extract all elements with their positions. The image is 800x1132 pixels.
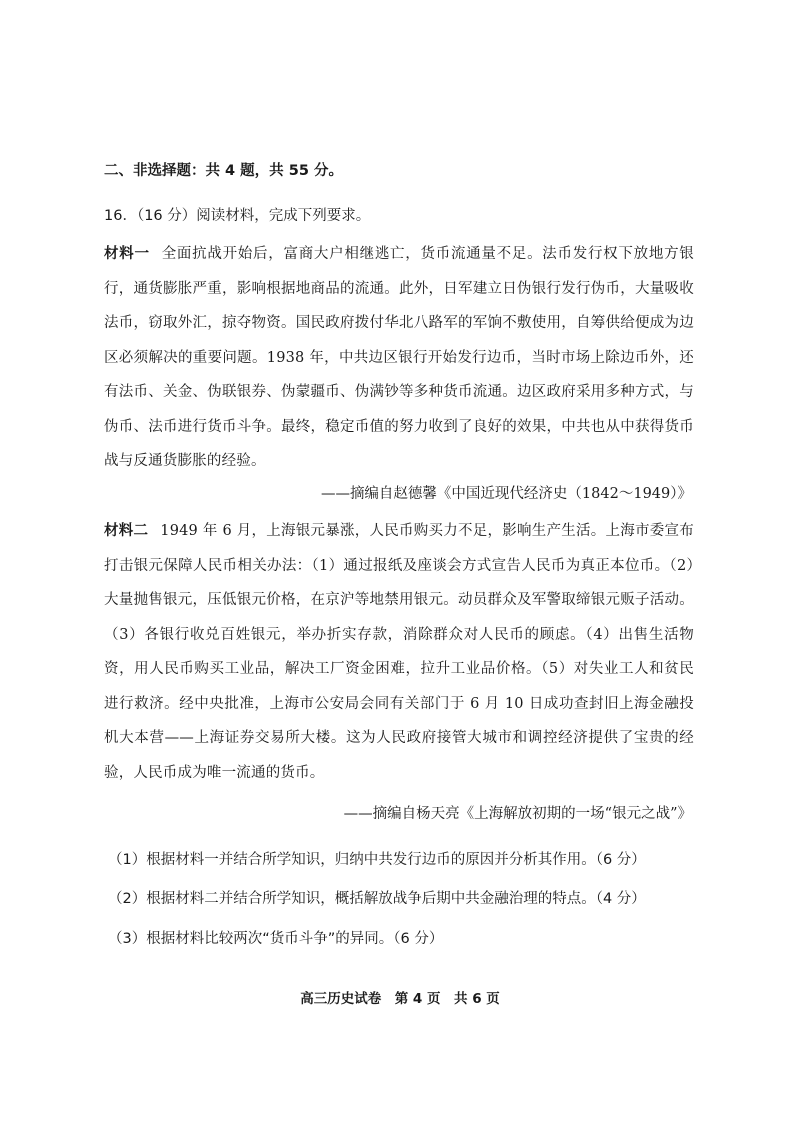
material-2-text: 1949 年 6 月，上海银元暴涨，人民币购买力不足，影响生产生活。上海市委宣布打击银元保障人民币相关办法：（1）通过报纸及座谈会方式宣告人民币为真正本位币。（2）大量抛售银元，压低银元价格，在京沪等地禁用银元。动员群众及军警取缔银元贩子活动。（3）各银行收兑百姓银元，举办折实存款，消除群众对人民币的顾虑。（4）出售生活物资，用人民币购买工业品，解决工厂资金困难，拉升工业品价格。（5）对失业工人和贫民进行救济。经中央批准，上海市公安局会同有关部门于 6 月 10 日成功查封旧上海金融投机大本营——上海证券交易所大楼。这为人民政府接管大城市和调控经济提供了宝贵的经验，人民币成为唯一流通的货币。 xyxy=(104,523,694,781)
section-title: 二、非选择题：共 4 题，共 55 分。 xyxy=(104,163,343,179)
question-16-head: 16．（16 分）阅读材料，完成下列要求。 xyxy=(104,208,371,224)
material-1-label: 材料一 xyxy=(104,245,150,262)
page-footer: 高三历史试卷 第 4 页 共 6 页 xyxy=(300,991,500,1007)
material-2-source: ——摘编自杨天亮《上海解放初期的一场“银元之战”》 xyxy=(343,806,692,822)
material-1-text: 全面抗战开始后，富商大户相继逃亡，货币流通量不足。法币发行权下放地方银行，通货膨胀严重，影响根据地商品的流通。此外，日军建立日伪银行发行伪币，大量吸收法币，窃取外汇，掠夺物资。国民政府拨付华北八路军的军饷不敷使用，自筹供给便成为边区必须解决的重要问题。1938 年，中共边区银行开始发行边币，当时市场上除边币外，还有法币、关金、伪联银券、伪蒙疆币、伪满钞等多种货币流通。边区政府采用多种方式，与伪币、法币进行货币斗争。最终，稳定币值的努力收到了良好的效果，中共也从中获得货币战与反通货膨胀的经验。 xyxy=(104,246,695,469)
sub-question-3: （3）根据材料比较两次“货币斗争”的异同。（6 分） xyxy=(108,931,444,947)
sub-question-1: （1）根据材料一并结合所学知识，归纳中共发行边币的原因并分析其作用。（6 分） xyxy=(108,852,646,868)
material-1 xyxy=(104,237,694,479)
material-2-label: 材料二 xyxy=(104,522,149,539)
sub-question-2: （2）根据材料二并结合所学知识，概括解放战争后期中共金融治理的特点。（4 分） xyxy=(108,891,646,907)
material-2 xyxy=(104,514,694,790)
material-1-source: ——摘编自赵德馨《中国近现代经济史（1842～1949）》 xyxy=(320,486,692,502)
